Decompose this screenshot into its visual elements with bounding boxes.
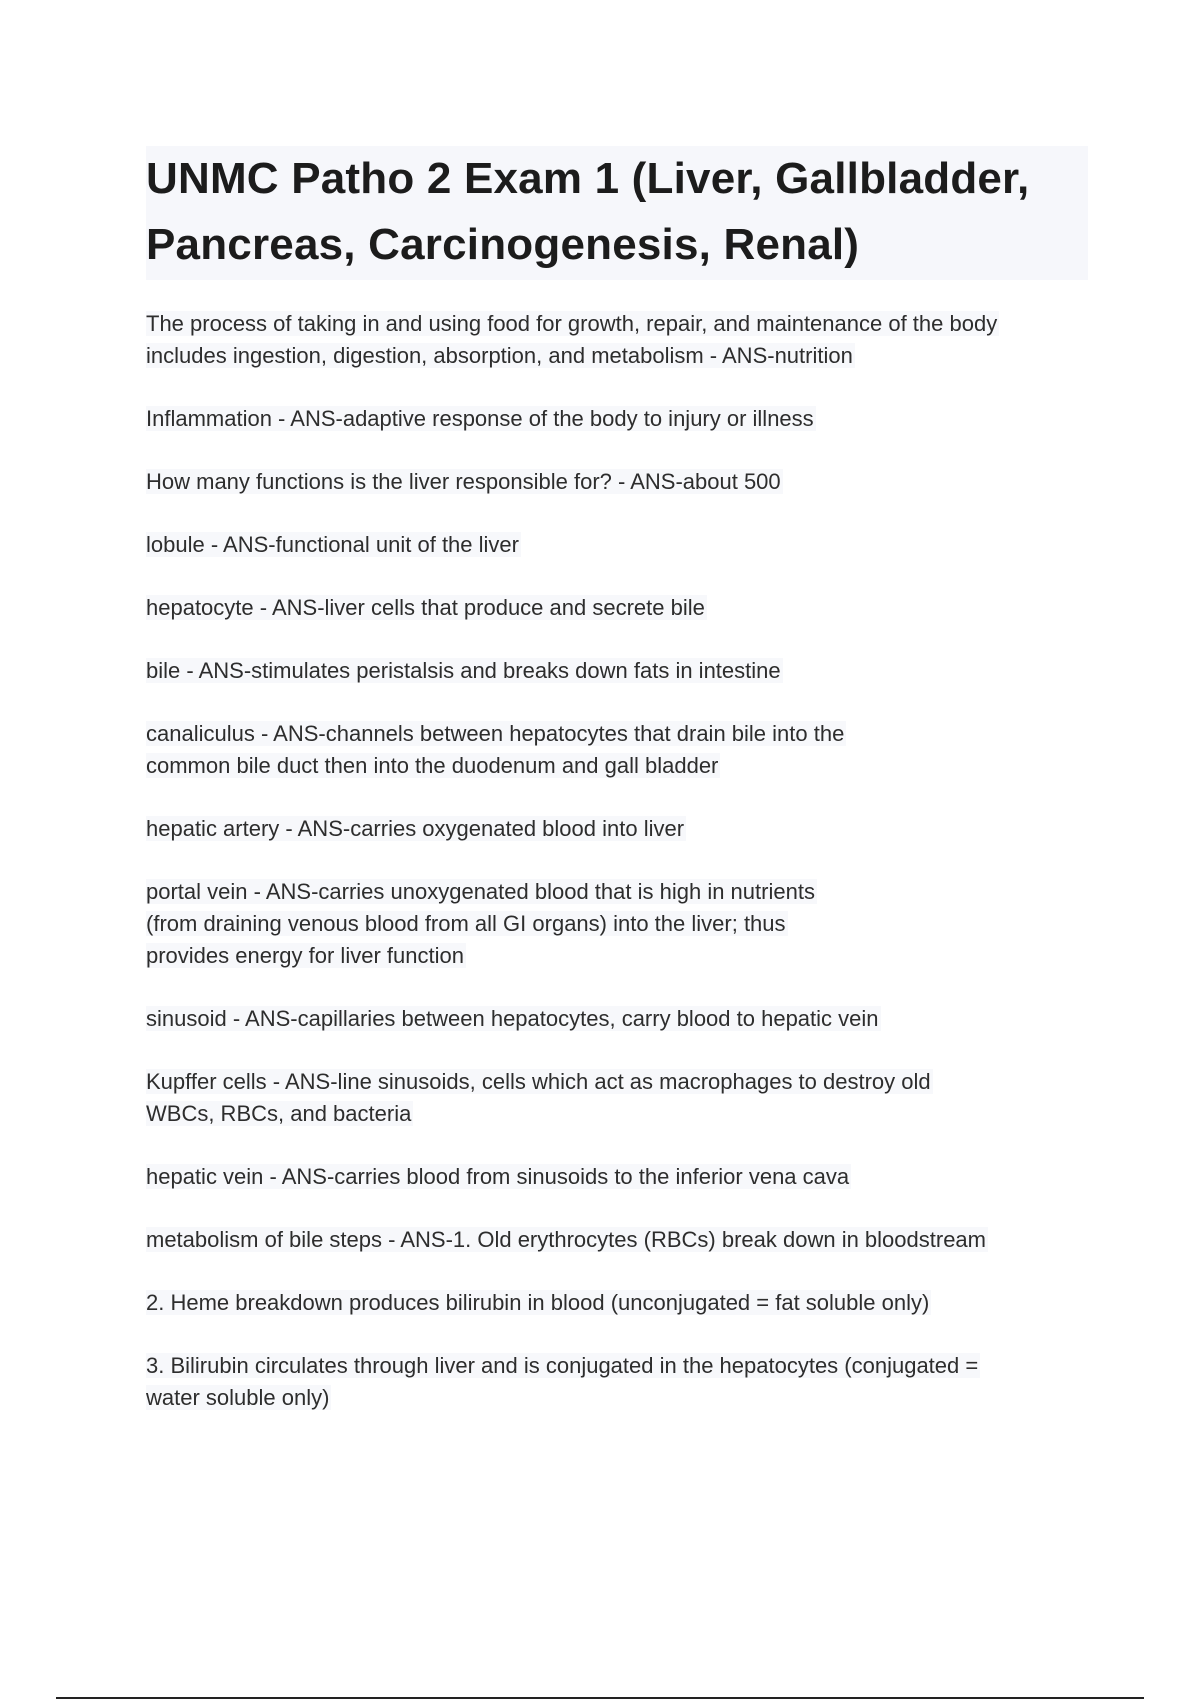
entry-bile-metabolism-step-3	[146, 1350, 1096, 1414]
entry-line: canaliculus - ANS-channels between hepatocytes that drain bile into the	[146, 721, 845, 746]
entry-line: The process of taking in and using food for growth, repair, and maintenance of the body	[146, 311, 998, 336]
entry-line: portal vein - ANS-carries unoxygenated blood that is high in nutrients	[146, 879, 815, 904]
entry-hepatic-vein	[146, 1161, 1096, 1193]
entry-line: How many functions is the liver responsible for? - ANS-about 500	[146, 469, 781, 494]
entry-line: bile - ANS-stimulates peristalsis and breaks down fats in intestine	[146, 658, 781, 683]
entry-canaliculus	[146, 718, 1096, 782]
entry-line: (from draining venous blood from all GI organs) into the liver; thus	[146, 911, 786, 936]
entry-line: common bile duct then into the duodenum and gall bladder	[146, 753, 719, 778]
entry-line: hepatocyte - ANS-liver cells that produce and secrete bile	[146, 595, 705, 620]
document-title-line-2: Pancreas, Carcinogenesis, Renal)	[146, 220, 860, 269]
document-title-line-1: UNMC Patho 2 Exam 1 (Liver, Gallbladder,	[146, 154, 1030, 203]
entry-line: metabolism of bile steps - ANS-1. Old erythrocytes (RBCs) break down in bloodstream	[146, 1227, 986, 1252]
entry-line: WBCs, RBCs, and bacteria	[146, 1101, 412, 1126]
title-block	[146, 146, 1088, 280]
entry-kupffer-cells	[146, 1066, 1096, 1130]
entry-line: includes ingestion, digestion, absorption, and metabolism - ANS-nutrition	[146, 343, 853, 368]
entry-line: sinusoid - ANS-capillaries between hepatocytes, carry blood to hepatic vein	[146, 1006, 879, 1031]
entry-line: Kupffer cells - ANS-line sinusoids, cells which act as macrophages to destroy old	[146, 1069, 931, 1094]
entry-liver-functions	[146, 466, 1096, 498]
entry-sinusoid	[146, 1003, 1096, 1035]
entry-bile-metabolism-step-2	[146, 1287, 1096, 1319]
entry-portal-vein	[146, 876, 1096, 972]
footer-divider	[56, 1697, 1144, 1699]
entry-line: water soluble only)	[146, 1385, 330, 1410]
entry-nutrition	[146, 308, 1096, 372]
entry-line: Inflammation - ANS-adaptive response of the body to injury or illness	[146, 406, 814, 431]
entry-list	[146, 308, 1096, 1445]
entry-lobule	[146, 529, 1096, 561]
entry-line: hepatic vein - ANS-carries blood from sinusoids to the inferior vena cava	[146, 1164, 850, 1189]
entry-inflammation	[146, 403, 1096, 435]
entry-hepatocyte	[146, 592, 1096, 624]
entry-line: provides energy for liver function	[146, 943, 464, 968]
entry-line: hepatic artery - ANS-carries oxygenated blood into liver	[146, 816, 685, 841]
entry-line: lobule - ANS-functional unit of the liver	[146, 532, 519, 557]
entry-hepatic-artery	[146, 813, 1096, 845]
entry-bile-metabolism-step-1	[146, 1224, 1096, 1256]
document-title	[146, 146, 1088, 278]
entry-bile	[146, 655, 1096, 687]
entry-line: 2. Heme breakdown produces bilirubin in blood (unconjugated = fat soluble only)	[146, 1290, 930, 1315]
entry-line: 3. Bilirubin circulates through liver and is conjugated in the hepatocytes (conjugated =	[146, 1353, 979, 1378]
